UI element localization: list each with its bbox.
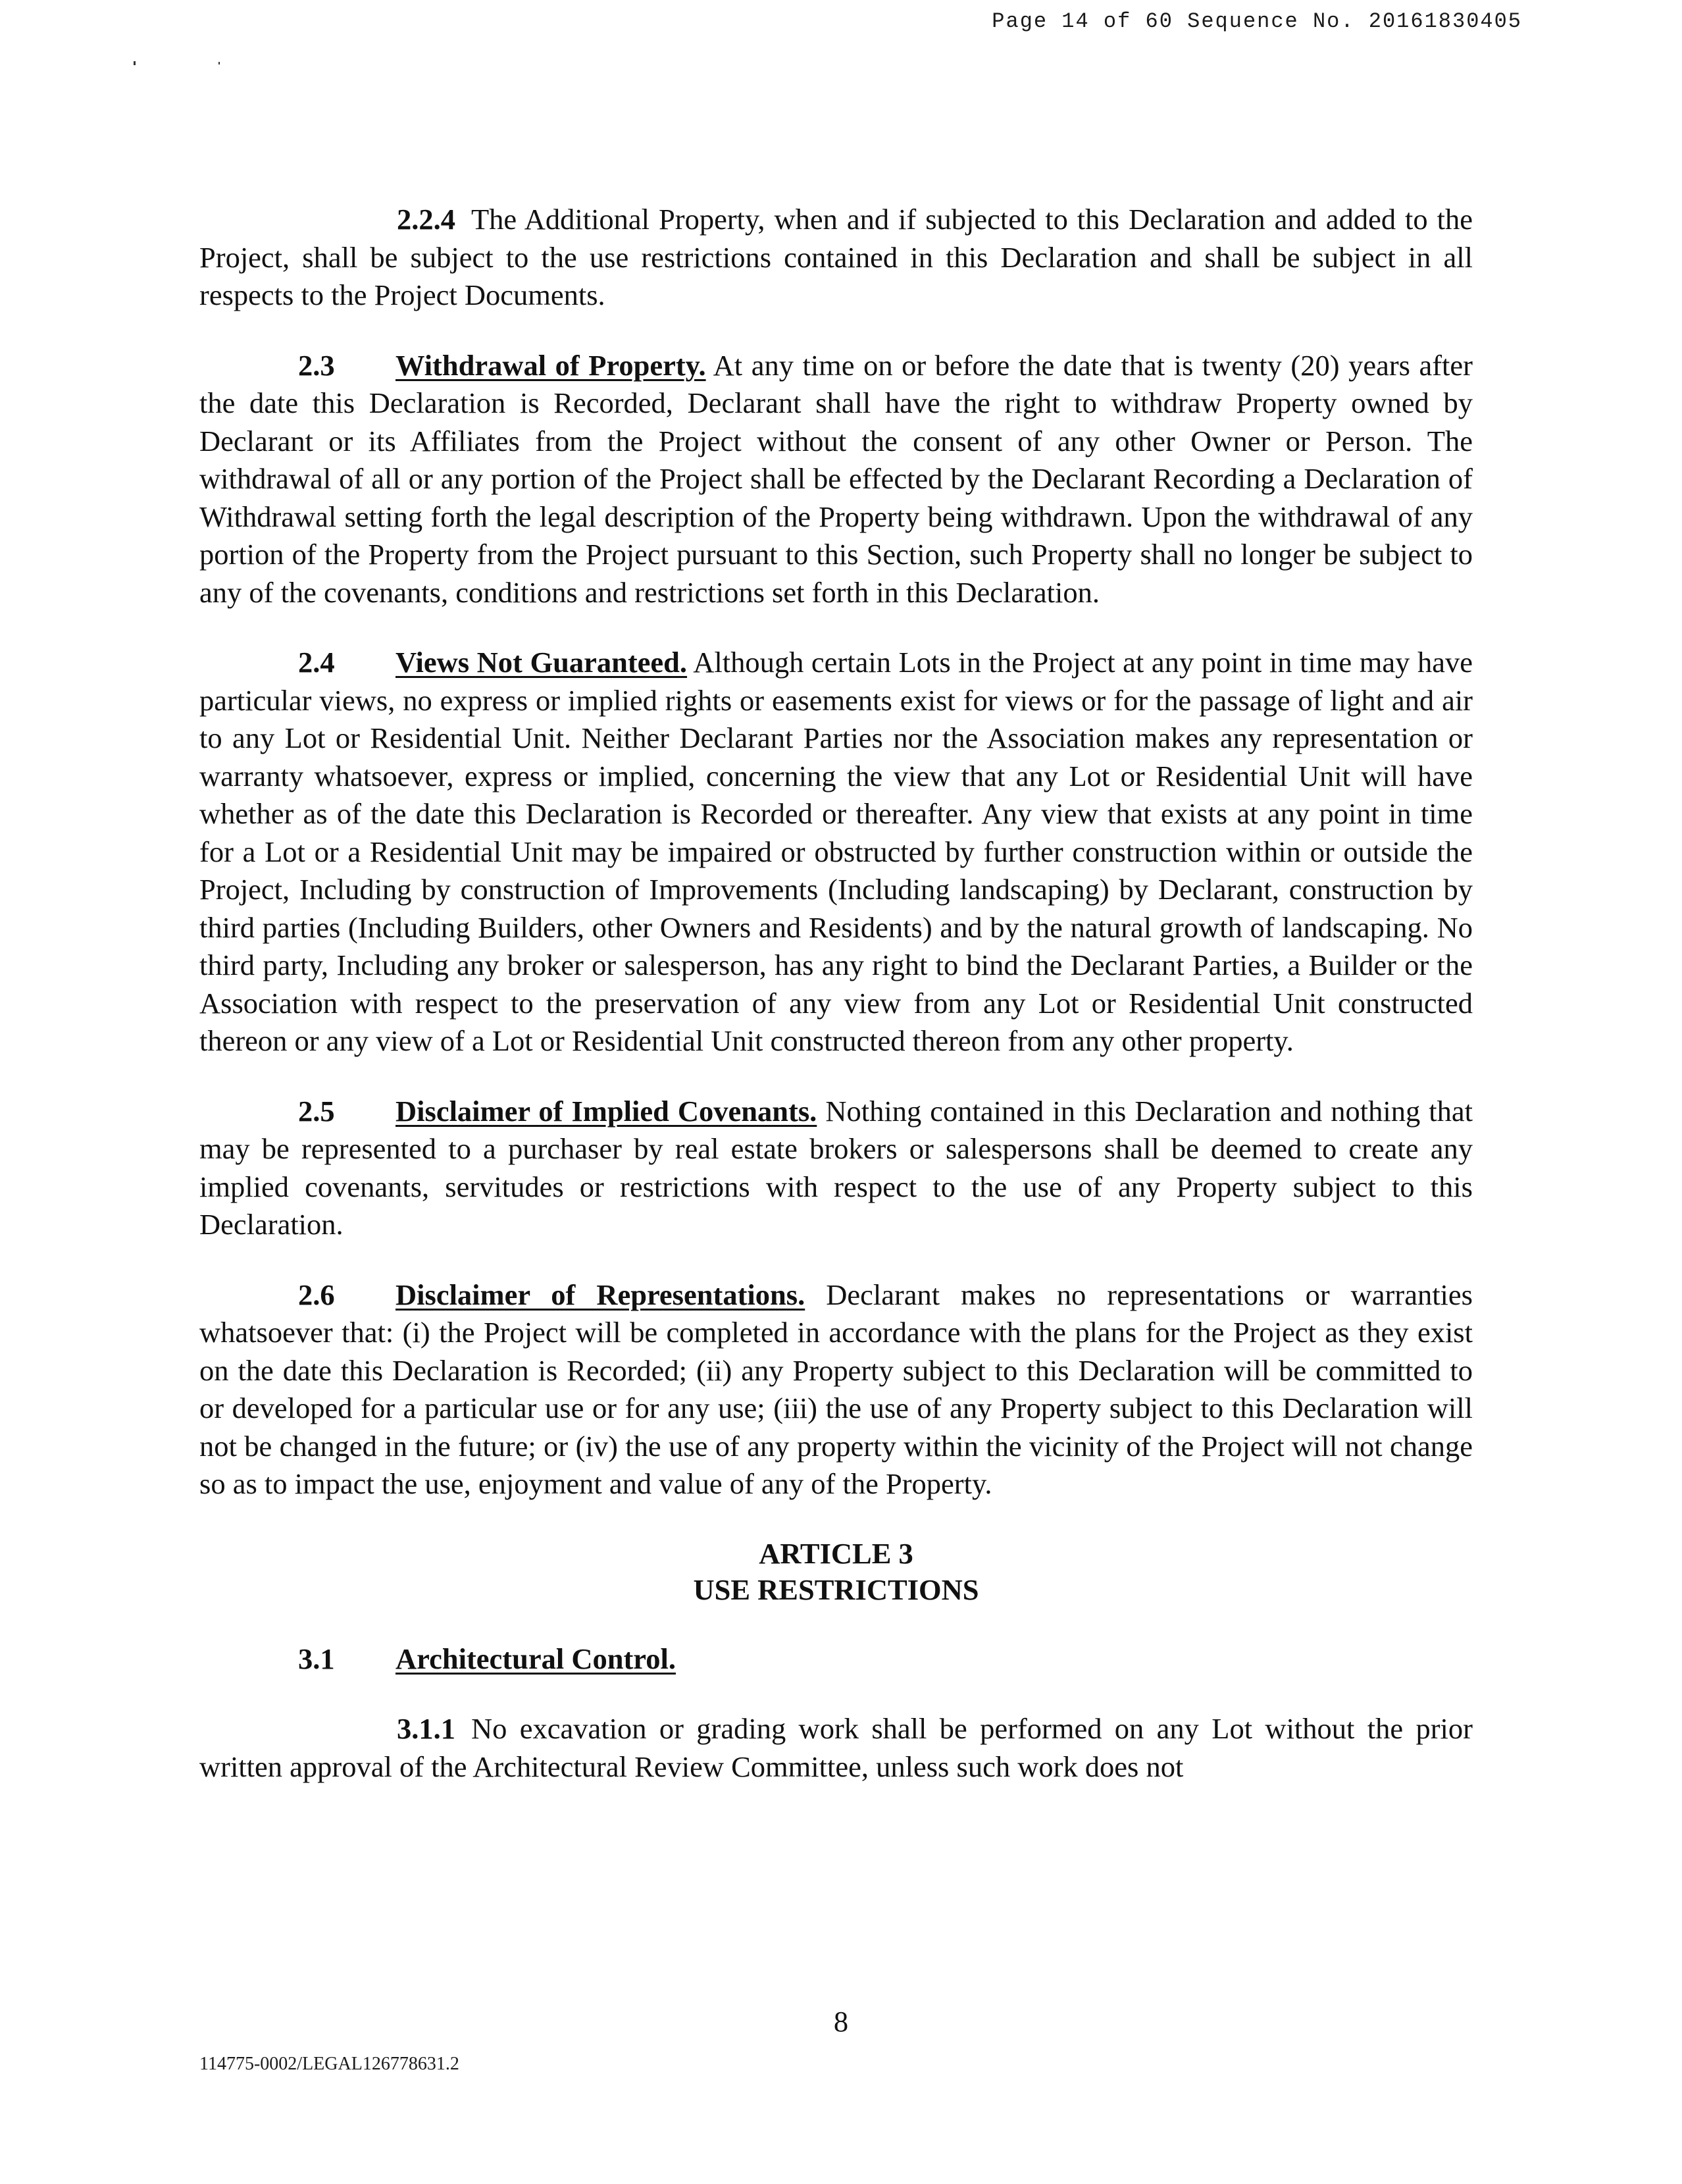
- section-title: Withdrawal of Property.: [395, 348, 706, 382]
- section-number: 3.1: [298, 1642, 335, 1675]
- section-title: Architectural Control.: [395, 1642, 676, 1675]
- article-number: ARTICLE 3: [759, 1536, 913, 1570]
- page-header: Page 14 of 60 Sequence No. 20161830405: [992, 9, 1522, 34]
- scan-mark: [134, 61, 136, 65]
- document-id: 114775-0002/LEGAL126778631.2: [199, 2054, 459, 2074]
- section-number: 2.2.4: [397, 203, 455, 236]
- paragraph-2-6: [199, 1276, 1473, 1503]
- section-number: 2.5: [298, 1094, 335, 1128]
- section-3-1-heading: [199, 1640, 1473, 1678]
- section-title: Disclaimer of Implied Covenants.: [395, 1094, 817, 1128]
- section-title: Views Not Guaranteed.: [395, 646, 688, 679]
- paragraph-text: Although certain Lots in the Project at any point in time may have particular views, no express or implied rights or easements exist for views or for the passage of light and air to any Lot or Residential Unit. Neither Declarant Parties nor the Association makes any representation or warranty whatsoever, express or implied, concerning the view that any Lot or Residential Unit will have whether as of the date this Declaration is Recorded or thereafter. Any view that exists at any point in time for a Lot or a Residential Unit may be impaired or obstructed by further construction within or outside the Project, Including by construction of Improvements (Including landscaping) by Declarant, construction by third parties (Including Builders, other Owners and Residents) and by the natural growth of landscaping. No third party, Including any broker or salesperson, has any right to bind the Declarant Parties, a Builder or the Association with respect to the preservation of any view from any Lot or Residential Unit constructed thereon or any view of a Lot or Residential Unit constructed thereon from any other property.: [199, 646, 1473, 1057]
- page-number: 8: [833, 2005, 849, 2038]
- paragraph-2-2-4: [199, 201, 1473, 315]
- paragraph-text: Declarant makes no representations or warranties whatsoever that: (i) the Project will be completed in accordance with the plans for the Project as they exist on the date this Declaration is Recorded; (ii) any Property subject to this Declaration will be committed to or developed for a particular use or for any use; (iii) the use of any Property subject to this Declaration will not be changed in the future; or (iv) the use of any property within the vicinity of the Project will not change so as to impact the use, enjoyment and value of any of the Property.: [199, 1278, 1473, 1500]
- section-number: 3.1.1: [397, 1712, 455, 1745]
- paragraph-2-3: [199, 347, 1473, 612]
- paragraph-2-4: [199, 644, 1473, 1060]
- paragraph-3-1-1: [199, 1710, 1473, 1786]
- paragraph-text: The Additional Property, when and if subjected to this Declaration and added to the Project, shall be subject to the use restrictions contained in this Declaration and shall be subject in all respects to the Project Documents.: [199, 203, 1473, 311]
- scan-mark: [218, 62, 220, 65]
- section-number: 2.3: [298, 348, 335, 382]
- paragraph-text: No excavation or grading work shall be performed on any Lot without the prior written approval of the Architectural Review Committee, unless such work does not: [199, 1712, 1473, 1783]
- paragraph-text: At any time on or before the date that is twenty (20) years after the date this Declaration is Recorded, Declarant shall have the right to withdraw Property owned by Declarant or its Affiliates from the Project without the consent of any other Owner or Person. The withdrawal of all or any portion of the Project shall be effected by the Declarant Recording a Declaration of Withdrawal setting forth the legal description of the Property being withdrawn. Upon the withdrawal of any portion of the Property from the Project pursuant to this Section, such Property shall no longer be subject to any of the covenants, conditions and restrictions set forth in this Declaration.: [199, 348, 1473, 609]
- section-number: 2.6: [298, 1278, 335, 1311]
- section-title: Disclaimer of Representations.: [395, 1278, 805, 1311]
- section-number: 2.4: [298, 646, 335, 679]
- article-heading: [199, 1536, 1473, 1608]
- paragraph-2-5: [199, 1093, 1473, 1244]
- article-title: USE RESTRICTIONS: [693, 1573, 979, 1606]
- document-body: [199, 201, 1473, 1818]
- paragraph-text: Nothing contained in this Declaration and nothing that may be represented to a purchaser by real estate brokers or salespersons shall be deemed to create any implied covenants, servitudes or restrictions with respect to the use of any Property subject to this Declaration.: [199, 1094, 1473, 1241]
